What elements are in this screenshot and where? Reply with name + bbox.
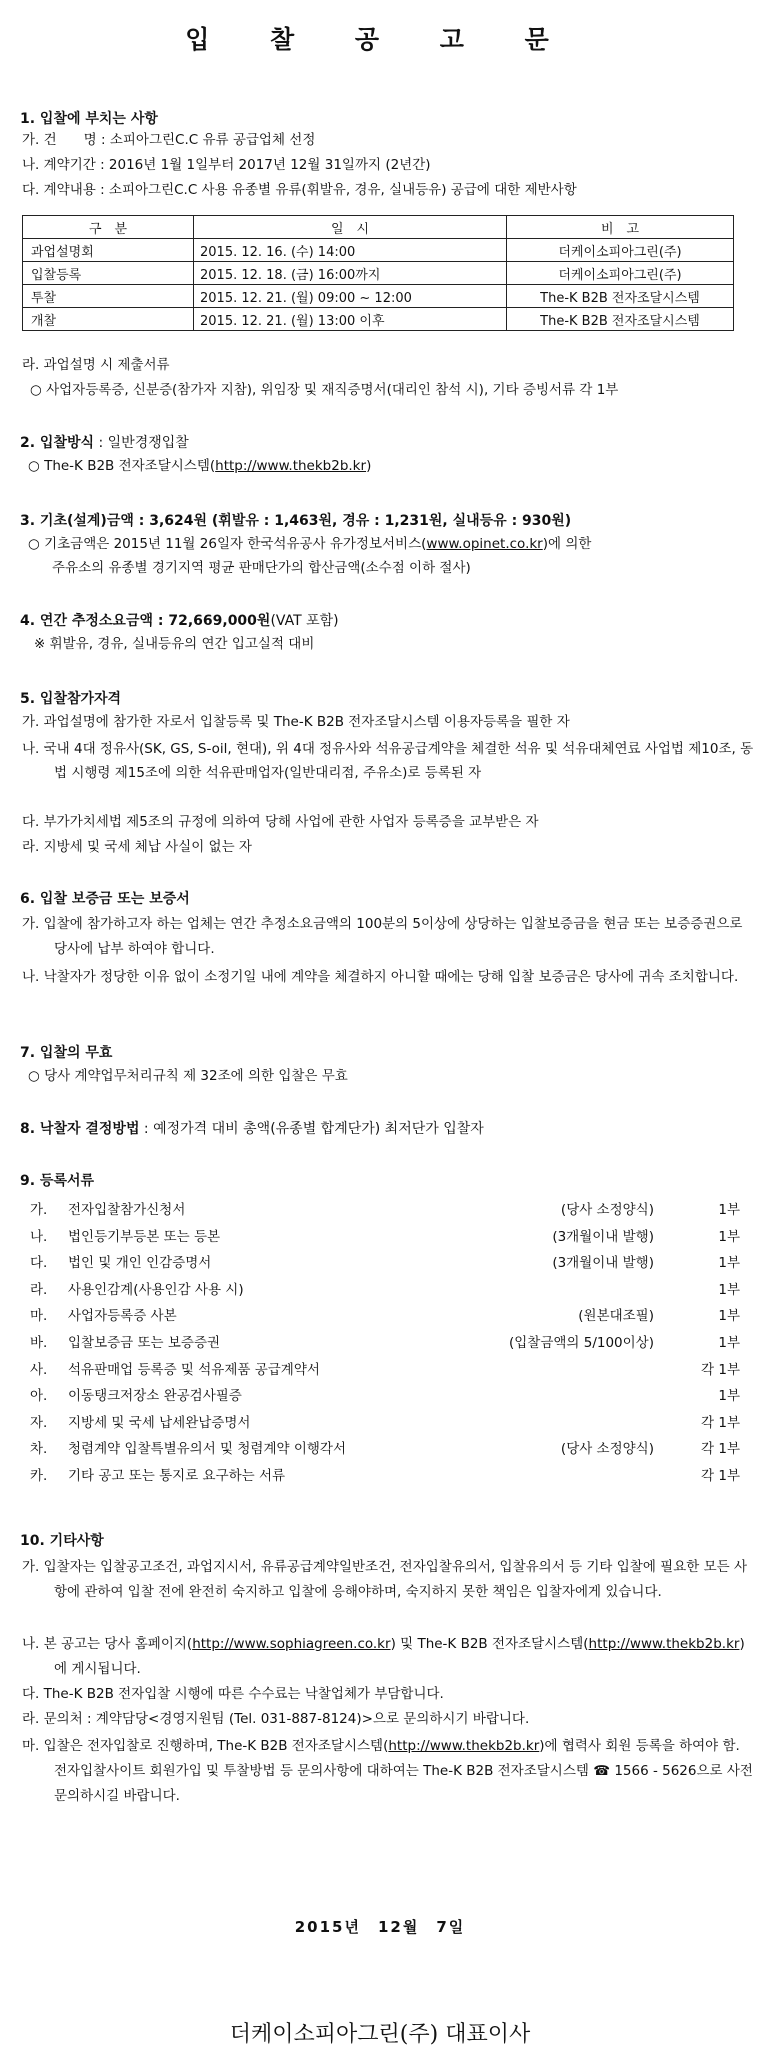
table-cell: 2015. 12. 18. (금) 16:00까지: [194, 262, 507, 285]
table-row: [23, 239, 734, 262]
doc-quantity: 각 1부: [701, 1441, 740, 1458]
s2-line-suffix: ): [366, 458, 372, 474]
s10-b-prefix: 나. 본 공고는 당사 홈페이지(: [22, 1636, 193, 1652]
section-4-title: 4. 연간 추정소요금액 : 72,669,000원: [20, 613, 271, 629]
s10-e-prefix: 마. 입찰은 전자입찰로 진행하며, The-K B2B 전자조달시스템(: [22, 1738, 389, 1754]
section-9-heading: 9. 등록서류: [20, 1173, 95, 1189]
s3-line1-prefix: ○ 기초금액은 2015년 11월 26일자 한국석유공사 유가정보서비스(: [28, 536, 427, 552]
header-category: 구 분: [23, 216, 194, 239]
doc-name: 지방세 및 국세 납세완납증명서: [68, 1414, 251, 1431]
table-row: [23, 262, 734, 285]
table-cell: 2015. 12. 21. (월) 13:00 이후: [194, 308, 507, 331]
list-item: [30, 1278, 740, 1302]
list-item: [30, 1437, 740, 1461]
doc-name: 기타 공고 또는 통지로 요구하는 서류: [68, 1468, 286, 1484]
doc-name: 이동탱크저장소 완공검사필증: [68, 1388, 242, 1405]
doc-name: 전자입찰참가신청서: [68, 1202, 186, 1218]
doc-key: 사.: [30, 1361, 48, 1378]
signature-line: 더케이소피아그린(주) 대표이사: [229, 2022, 531, 2047]
doc-quantity: 1부: [718, 1335, 740, 1351]
doc-key: 마.: [30, 1308, 48, 1325]
s1-item-d: 라. 과업설명 시 제출서류: [22, 357, 170, 373]
opinet-link[interactable]: www.opinet.co.kr: [426, 536, 543, 552]
doc-quantity: 1부: [718, 1308, 740, 1325]
doc-quantity: 1부: [718, 1281, 740, 1298]
section-3-heading: 3. 기초(설계)금액 : 3,624원 (휘발유 : 1,463원, 경유 : 1,231원, 실내등유 : 930원): [20, 513, 572, 529]
section-5-heading: 5. 입찰참가자격: [20, 691, 122, 707]
list-item: [30, 1331, 740, 1355]
s10-b-mid: ) 및 The-K B2B 전자조달시스템(: [390, 1636, 589, 1652]
schedule-table: [22, 215, 734, 331]
doc-note: (당사 소정양식): [560, 1202, 654, 1218]
s3-line2: 주유소의 유종별 경기지역 평균 판매단가의 합산금액(소수점 이하 절사): [52, 560, 471, 576]
section-2-value: : 일반경쟁입찰: [94, 435, 189, 451]
thekb2b-link[interactable]: http://www.thekb2b.kr: [215, 458, 367, 474]
doc-name: 청렴계약 입찰특별유의서 및 청렴계약 이행각서: [68, 1441, 346, 1458]
s10-item-a: 가. 입찰자는 입찰공고조건, 과업지시서, 유류공급계약일반조건, 전자입찰유의서, 입찰유의서 등 기타 입찰에 필요한 모든 사항에 관하여 입찰 전에 완전히 숙지하고 입찰에 응해야하며, 숙지하지 못한 책임은 입찰자에게 있습니다.: [22, 1559, 747, 1600]
doc-name: 법인등기부등본 또는 등본: [68, 1228, 221, 1245]
doc-note: (당사 소정양식): [560, 1441, 654, 1458]
table-cell: 더케이소피아그린(주): [507, 262, 734, 285]
doc-key: 자.: [30, 1414, 48, 1431]
section-8-title: 8. 낙찰자 결정방법: [20, 1121, 140, 1137]
doc-name: 사용인감계(사용인감 사용 시): [68, 1281, 244, 1298]
section-2-heading: [20, 432, 189, 452]
document-title: 입 찰 공 고 문: [185, 25, 575, 54]
s1-item-d-detail: ○ 사업자등록증, 신분증(참가자 지참), 위임장 및 재직증명서(대리인 참석 시), 기타 증빙서류 각 1부: [30, 382, 619, 398]
table-cell: 2015. 12. 21. (월) 09:00 ~ 12:00: [194, 285, 507, 308]
section-2-title: 2. 입찰방식: [20, 435, 95, 451]
list-item: [30, 1464, 740, 1488]
s10-item-e: [22, 1734, 754, 1809]
table-cell: The-K B2B 전자조달시스템: [507, 285, 734, 308]
doc-note: (3개월이내 발행): [552, 1228, 654, 1245]
s10-b-suffix: )에 게시됩니다.: [54, 1636, 745, 1677]
thekb2b-link-3[interactable]: http://www.thekb2b.kr: [388, 1738, 540, 1754]
doc-key: 가.: [30, 1202, 48, 1218]
doc-name: 사업자등록증 사본: [68, 1308, 177, 1325]
s1-item-c: 다. 계약내용 : 소피아그린C.C 사용 유종별 유류(휘발유, 경유, 실내등유) 공급에 대한 제반사항: [22, 182, 577, 198]
s4-note: ※ 휘발유, 경유, 실내등유의 연간 입고실적 대비: [34, 636, 315, 652]
doc-quantity: 1부: [718, 1255, 740, 1272]
s3-line1-suffix: )에 의한: [542, 536, 592, 552]
table-cell: 입찰등록: [23, 262, 194, 285]
table-row: [23, 308, 734, 331]
notice-date: 2015년 12월 7일: [294, 1918, 466, 1936]
thekb2b-link-2[interactable]: http://www.thekb2b.kr: [588, 1636, 740, 1652]
doc-note: (입찰금액의 5/100이상): [508, 1335, 654, 1351]
s2-line-prefix: ○ The-K B2B 전자조달시스템(: [28, 458, 216, 474]
doc-quantity: 1부: [718, 1388, 740, 1405]
list-item: [30, 1411, 740, 1435]
sophiagreen-link[interactable]: http://www.sophiagreen.co.kr: [192, 1636, 391, 1652]
doc-key: 카.: [30, 1468, 48, 1484]
doc-key: 바.: [30, 1335, 48, 1351]
table-cell: 개찰: [23, 308, 194, 331]
doc-quantity: 각 1부: [701, 1361, 740, 1378]
doc-key: 라.: [30, 1281, 48, 1298]
table-cell: 과업설명회: [23, 239, 194, 262]
s5-item-b: 나. 국내 4대 정유사(SK, GS, S-oil, 현대), 위 4대 정유사와 석유공급계약을 체결한 석유 및 석유대체연료 사업법 제10조, 동법 시행령 제15조에 의한 석유판매업자(일반대리점, 주유소)로 등록된 자: [22, 741, 754, 781]
section-10-heading: 10. 기타사항: [20, 1533, 104, 1549]
section-8-heading: [20, 1118, 484, 1138]
doc-note: (3개월이내 발행): [552, 1255, 654, 1272]
list-item: [30, 1384, 740, 1408]
section-7-heading: 7. 입찰의 무효: [20, 1045, 113, 1061]
doc-key: 다.: [30, 1255, 48, 1272]
doc-name: 입찰보증금 또는 보증증권: [68, 1335, 221, 1351]
table-cell: 더케이소피아그린(주): [507, 239, 734, 262]
s1-item-a: 가. 건 명 : 소피아그린C.C 유류 공급업체 선정: [22, 132, 316, 148]
doc-note: (원본대조필): [578, 1308, 654, 1325]
s3-line1: [28, 534, 748, 554]
list-item: [30, 1358, 740, 1382]
s7-line: ○ 당사 계약업무처리규칙 제 32조에 의한 입찰은 무효: [28, 1068, 348, 1084]
table-row: [23, 285, 734, 308]
section-1-heading: 1. 입찰에 부치는 사항: [20, 111, 158, 127]
schedule-table-header: [23, 216, 734, 239]
table-cell: The-K B2B 전자조달시스템: [507, 308, 734, 331]
doc-name: 석유판매업 등록증 및 석유제품 공급계약서: [68, 1361, 320, 1378]
s5-item-d: 라. 지방세 및 국세 체납 사실이 없는 자: [22, 839, 252, 855]
s1-item-b: 나. 계약기간 : 2016년 1월 1일부터 2017년 12월 31일까지 (2년간): [22, 157, 431, 173]
doc-quantity: 각 1부: [701, 1468, 740, 1484]
header-remarks: 비 고: [507, 216, 734, 239]
doc-quantity: 1부: [718, 1202, 740, 1218]
table-cell: 2015. 12. 16. (수) 14:00: [194, 239, 507, 262]
header-datetime: 일 시: [194, 216, 507, 239]
s10-item-b: [22, 1632, 754, 1682]
list-item: [30, 1225, 740, 1249]
section-4-value: (VAT 포함): [270, 613, 339, 629]
doc-key: 나.: [30, 1228, 48, 1245]
s2-line: [28, 456, 748, 476]
s5-item-c: 다. 부가가치세법 제5조의 규정에 의하여 당해 사업에 관한 사업자 등록증을 교부받은 자: [22, 814, 539, 830]
s5-item-a: 가. 과업설명에 참가한 자로서 입찰등록 및 The-K B2B 전자조달시스템 이용자등록을 필한 자: [22, 714, 570, 730]
list-item: [30, 1251, 740, 1275]
list-item: [30, 1304, 740, 1328]
list-item: [30, 1198, 740, 1222]
s6-item-b: 나. 낙찰자가 정당한 이유 없이 소정기일 내에 계약을 체결하지 아니할 때에는 당해 입찰 보증금은 당사에 귀속 조치합니다.: [22, 969, 739, 985]
table-cell: 투찰: [23, 285, 194, 308]
s10-e-suffix: )에 협력사 회원 등록을 하여야 함. 전자입찰사이트 회원가입 및 투찰방법 등 문의사항에 대하여는 The-K B2B 전자조달시스템 ☎ 1566 - 5626으로 사전 문의하시길 바랍니다.: [54, 1738, 753, 1804]
doc-key: 아.: [30, 1388, 48, 1405]
doc-quantity: 각 1부: [701, 1414, 740, 1431]
doc-quantity: 1부: [718, 1228, 740, 1245]
doc-name: 법인 및 개인 인감증명서: [68, 1255, 212, 1272]
s10-item-d: 라. 문의처 : 계약담당<경영지원팀 (Tel. 031-887-8124)>으로 문의하시기 바랍니다.: [22, 1711, 530, 1727]
section-6-heading: 6. 입찰 보증금 또는 보증서: [20, 891, 190, 907]
doc-key: 차.: [30, 1441, 48, 1458]
s10-item-c: 다. The-K B2B 전자입찰 시행에 따른 수수료는 낙찰업체가 부담합니다.: [22, 1686, 444, 1702]
s6-item-a: 가. 입찰에 참가하고자 하는 업체는 연간 추정소요금액의 100분의 5이상에 상당하는 입찰보증금을 현금 또는 보증증권으로 당사에 납부 하여야 합니다.: [22, 916, 743, 957]
section-8-value: : 예정가격 대비 총액(유종별 합계단가) 최저단가 입찰자: [139, 1121, 484, 1137]
section-4-heading: [20, 610, 339, 630]
